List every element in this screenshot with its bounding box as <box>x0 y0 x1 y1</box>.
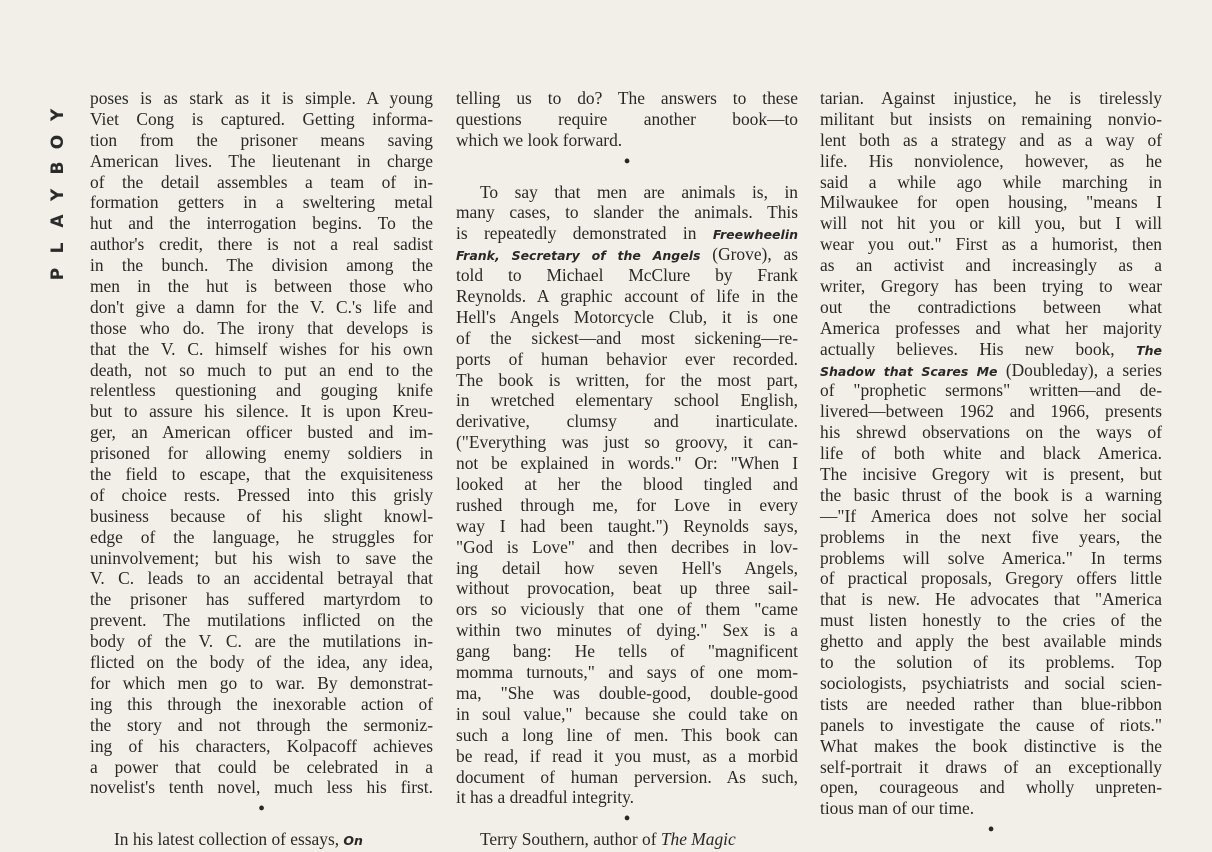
text-segment: The book is written, for the most part, <box>456 369 798 390</box>
running-head-letter: P <box>48 267 68 281</box>
text-line <box>820 527 1162 548</box>
text-segment: poses is as stark as it is simple. A young <box>90 88 433 108</box>
text-segment: rushed through me, for Love in every <box>456 494 798 515</box>
text-line <box>456 725 798 746</box>
text-line <box>456 130 798 151</box>
text-segment: said a while ago while marching in <box>820 171 1162 192</box>
text-line <box>820 192 1162 213</box>
text-segment: edge of the language, he struggles for <box>90 526 433 547</box>
text-line <box>820 631 1162 652</box>
text-line <box>820 88 1162 109</box>
text-line <box>90 255 433 276</box>
text-line <box>456 746 798 767</box>
text-line <box>90 673 433 694</box>
text-line <box>90 631 433 652</box>
column-3 <box>820 88 1162 840</box>
text-line <box>456 265 798 286</box>
text-line <box>820 318 1162 339</box>
text-segment: questions require another book—to <box>456 108 798 129</box>
text-line <box>820 276 1162 297</box>
text-segment: that is new. He advocates that "America <box>820 589 1162 610</box>
text-segment: the field to escape, that the exquisiteness <box>90 464 433 485</box>
text-segment: ger, an American officer busted and im- <box>90 422 433 443</box>
text-segment: without provocation, beat up three sail- <box>456 578 798 599</box>
text-segment: which we look forward. <box>456 129 623 150</box>
text-line <box>456 662 798 683</box>
text-segment: open, courageous and wholly unpreten- <box>820 777 1162 798</box>
text-line <box>456 558 798 579</box>
text-segment: prevent. The mutilations inflicted on the <box>90 610 433 631</box>
text-line <box>456 829 798 850</box>
text-segment: —"If America does not solve her social <box>820 505 1162 526</box>
text-segment: the story and not through the sermoniz- <box>90 714 433 735</box>
running-head-letter: Y <box>48 188 68 201</box>
text-line <box>90 109 433 130</box>
text-line <box>90 297 433 318</box>
text-line <box>456 578 798 599</box>
text-segment: "God is Love" and then decribes in lov- <box>456 536 798 557</box>
text-segment: tious man of our time. <box>820 798 975 819</box>
text-segment: death, not so much to put an end to the <box>90 359 433 380</box>
text-segment: sociologists, psychiatrists and social scien- <box>820 672 1162 693</box>
text-segment: Hell's Angels Motorcycle Club, it is one <box>456 306 798 327</box>
text-line <box>90 318 433 339</box>
text-segment: militant but insists on remaining nonvio- <box>820 108 1162 129</box>
text-segment: hut and the interrogation begins. To the <box>90 213 433 234</box>
text-line <box>820 777 1162 798</box>
text-segment: document of human perversion. As such, <box>456 766 798 787</box>
playboy-running-head <box>40 78 76 281</box>
text-line <box>456 109 798 130</box>
text-line <box>820 652 1162 673</box>
column-2 <box>456 88 798 850</box>
text-line <box>90 339 433 360</box>
text-segment: in soul value," because she could take on <box>456 703 798 724</box>
text-line <box>456 704 798 725</box>
text-line <box>90 694 433 715</box>
text-line <box>90 172 433 193</box>
text-line <box>820 568 1162 589</box>
text-segment: derivative, clumsy and inarticulate. <box>456 411 798 432</box>
text-line <box>456 683 798 704</box>
text-line <box>90 568 433 589</box>
text-line <box>456 88 798 109</box>
text-segment: for which men go to war. By demonstrat- <box>90 672 433 693</box>
text-line <box>820 109 1162 130</box>
text-line <box>90 548 433 569</box>
text-segment: told to Michael McClure by Frank <box>456 265 798 286</box>
text-segment: ing of his characters, Kolpacoff achieves <box>90 735 433 756</box>
text-segment: V. C. leads to an accidental betrayal that <box>90 568 433 589</box>
text-line <box>820 234 1162 255</box>
text-line <box>456 767 798 788</box>
text-segment: ing this through the inexorable action of <box>90 693 433 714</box>
text-line <box>820 360 1162 381</box>
text-line <box>820 213 1162 234</box>
text-line <box>820 548 1162 569</box>
text-segment: but to assure his silence. It is upon Kreu- <box>90 401 433 422</box>
paragraph-gap <box>90 819 433 829</box>
text-line <box>456 516 798 537</box>
text-line <box>820 589 1162 610</box>
text-line <box>820 151 1162 172</box>
text-line <box>456 223 798 244</box>
text-segment: tists are needed rather than blue-ribbon <box>820 693 1162 714</box>
text-line <box>90 401 433 422</box>
text-segment: writer, Gregory has been trying to wear <box>820 276 1162 297</box>
text-line <box>456 411 798 432</box>
text-segment: his shrewd observations on the ways of <box>820 422 1162 443</box>
text-segment: self-portrait it draws of an exceptionally <box>820 756 1162 777</box>
text-segment: of "prophetic sermons" written—and de- <box>820 380 1162 401</box>
text-line <box>90 610 433 631</box>
text-line <box>820 130 1162 151</box>
section-separator-bullet: • <box>623 808 631 829</box>
text-segment: The incisive Gregory wit is present, but <box>820 464 1162 485</box>
text-segment: What makes the book distinctive is the <box>820 735 1162 756</box>
text-segment: author's credit, there is not a real sadist <box>90 234 433 255</box>
running-head-letter: A <box>48 214 68 228</box>
text-segment: of practical proposals, Gregory offers little <box>820 568 1162 589</box>
text-line <box>90 151 433 172</box>
text-line <box>90 715 433 736</box>
text-segment: that the V. C. himself wishes for his own <box>90 338 433 359</box>
text-segment: livered—between 1962 and 1966, presents <box>820 401 1162 422</box>
text-line <box>820 610 1162 631</box>
text-segment: looked at her the blood tingled and <box>456 474 798 495</box>
text-segment: lent both as a strategy and as a way of <box>820 129 1162 150</box>
text-segment: prisoned for allowing enemy soldiers in <box>90 443 433 464</box>
text-segment: to the solution of its problems. Top <box>820 652 1162 673</box>
book-title: Frank, Secretary of the Angels <box>456 248 701 264</box>
text-segment: ("Everything was just so groovy, it can- <box>456 432 798 453</box>
text-segment: problems in the next five years, the <box>820 526 1162 547</box>
text-segment: must listen honestly to the cries of the <box>820 610 1162 631</box>
text-segment: tion from the prisoner means saving <box>90 129 433 150</box>
text-line <box>456 599 798 620</box>
text-segment: in wretched elementary school English, <box>456 390 798 411</box>
text-segment: formation getters in a sweltering metal <box>90 192 433 213</box>
text-segment: many cases, to slander the animals. This <box>456 202 798 223</box>
text-line <box>90 777 433 798</box>
text-segment: Milwaukee for open housing, "means I <box>820 192 1162 213</box>
text-segment: (Doubleday), a series <box>997 359 1163 380</box>
text-line <box>456 787 798 808</box>
text-segment: telling us to do? The answers to these <box>456 88 798 108</box>
text-line <box>456 453 798 474</box>
text-segment: problems will solve America." In terms <box>820 547 1162 568</box>
text-line <box>820 506 1162 527</box>
text-line <box>820 255 1162 276</box>
text-line <box>90 360 433 381</box>
text-segment: panels to investigate the cause of riots." <box>820 714 1162 735</box>
text-segment: the prisoner has suffered martyrdom to <box>90 589 433 610</box>
text-segment: in the bunch. The division among the <box>90 255 433 276</box>
text-segment: flicted on the body of the idea, any idea, <box>90 652 433 673</box>
text-segment: within two minutes of dying." Sex is a <box>456 620 798 641</box>
text-line <box>820 339 1162 360</box>
book-title: Shadow that Scares Me <box>820 363 998 379</box>
book-title: On <box>343 833 363 849</box>
text-segment: way I had been taught.") Reynolds says, <box>456 515 798 536</box>
text-segment: In his latest collection of essays, <box>114 829 340 850</box>
running-head-letter: O <box>48 134 68 149</box>
text-line <box>820 401 1162 422</box>
column-1 <box>90 88 433 850</box>
text-segment: body of the V. C. are the mutilations in- <box>90 631 433 652</box>
text-line <box>90 527 433 548</box>
text-line <box>90 829 433 850</box>
text-segment: novelist's tenth novel, much less his first. <box>90 777 433 798</box>
running-head-letter: L <box>48 242 68 253</box>
text-segment: a power that could be celebrated in a <box>90 756 433 777</box>
text-line <box>456 620 798 641</box>
text-segment: ors so viciously that one of them "came <box>456 599 798 620</box>
text-segment: ports of human behavior ever recorded. <box>456 348 798 369</box>
text-line <box>820 443 1162 464</box>
text-line <box>90 589 433 610</box>
text-line <box>90 443 433 464</box>
text-line <box>90 88 433 109</box>
text-line <box>820 464 1162 485</box>
text-segment: is repeatedly demonstrated in <box>456 223 697 244</box>
text-line <box>456 370 798 391</box>
book-title: The <box>1136 342 1162 358</box>
text-line <box>456 432 798 453</box>
section-separator-bullet: • <box>623 150 631 171</box>
text-segment: American lives. The lieutenant in charge <box>90 150 433 171</box>
text-segment: life. His nonviolence, however, as he <box>820 150 1162 171</box>
text-segment: men in the hut is between those who <box>90 276 433 297</box>
text-segment: tarian. Against injustice, he is tirelessly <box>820 88 1162 108</box>
text-segment: relentless questioning and gouging knife <box>90 380 433 401</box>
text-segment: Reynolds. A graphic account of life in the <box>456 286 798 307</box>
text-segment: of the detail assembles a team of in- <box>90 171 433 192</box>
text-segment: out the contradictions between what <box>820 296 1162 317</box>
text-segment: Terry Southern, author of <box>480 829 657 850</box>
text-line <box>90 736 433 757</box>
text-line <box>90 485 433 506</box>
text-segment: actually believes. His new book, <box>820 338 1115 359</box>
text-line <box>90 652 433 673</box>
text-segment: life of both white and black America. <box>820 443 1162 464</box>
text-segment: business because of his slight knowl- <box>90 505 433 526</box>
text-segment: not be explained in words." Or: "When I <box>456 453 798 474</box>
text-line <box>90 380 433 401</box>
text-line <box>90 192 433 213</box>
text-line <box>456 307 798 328</box>
text-line <box>456 286 798 307</box>
text-segment: To say that men are animals is, in <box>480 181 798 202</box>
text-line <box>456 474 798 495</box>
text-line <box>456 202 798 223</box>
text-segment: it has a dreadful integrity. <box>456 787 635 808</box>
text-segment: gang bang: He tells of "magnificent <box>456 641 798 662</box>
text-line <box>820 694 1162 715</box>
text-line <box>90 464 433 485</box>
text-line <box>820 673 1162 694</box>
text-line <box>820 422 1162 443</box>
text-segment: will not hit you or kill you, but I will <box>820 213 1162 234</box>
text-segment: Viet Cong is captured. Getting informa- <box>90 108 433 129</box>
text-segment: wear you out." First as a humorist, then <box>820 234 1162 255</box>
text-line <box>456 244 798 265</box>
text-line <box>456 495 798 516</box>
running-head-letter: B <box>48 161 68 175</box>
text-segment: uninvolvement; but his wish to save the <box>90 547 433 568</box>
text-line <box>820 297 1162 318</box>
text-line <box>456 182 798 203</box>
section-separator-bullet: • <box>987 819 995 840</box>
text-segment: ghetto and apply the best available minds <box>820 631 1162 652</box>
text-line <box>90 213 433 234</box>
text-line <box>456 349 798 370</box>
text-line <box>90 234 433 255</box>
book-title: Freewheelin <box>712 227 798 243</box>
section-separator-bullet: • <box>258 798 265 819</box>
text-segment: of choice rests. Pressed into this grisly <box>90 484 433 505</box>
text-line <box>90 757 433 778</box>
text-line <box>820 736 1162 757</box>
text-line <box>820 172 1162 193</box>
text-segment: such a long line of men. This book can <box>456 724 798 745</box>
text-line <box>456 328 798 349</box>
text-line <box>456 537 798 558</box>
paragraph-gap <box>456 172 798 182</box>
text-segment: be read, if read it you must, as a morbid <box>456 745 798 766</box>
text-segment: don't give a damn for the V. C.'s life and <box>90 296 433 317</box>
text-segment: ma, "She was double-good, double-good <box>456 682 798 703</box>
text-line <box>820 380 1162 401</box>
text-line <box>456 390 798 411</box>
text-line <box>820 715 1162 736</box>
text-segment: ing detail how seven Hell's Angels, <box>456 557 798 578</box>
running-head-letter: Y <box>48 108 68 122</box>
text-segment: of the sickest—and most sickening—re- <box>456 327 798 348</box>
book-title: The Magic <box>660 829 736 850</box>
text-segment: as an activist and increasingly as a <box>820 255 1162 276</box>
text-segment: (Grove), as <box>700 244 798 265</box>
text-segment: those who do. The irony that develops is <box>90 317 433 338</box>
text-line <box>820 798 1162 819</box>
text-line <box>820 485 1162 506</box>
text-line <box>456 641 798 662</box>
text-line <box>90 422 433 443</box>
text-segment: the basic thrust of the book is a warning <box>820 484 1162 505</box>
text-line <box>90 276 433 297</box>
text-line <box>820 757 1162 778</box>
text-segment: America professes and what her majority <box>820 317 1162 338</box>
text-segment: momma turnouts," and says of one mom- <box>456 662 798 683</box>
text-line <box>90 130 433 151</box>
text-line <box>90 506 433 527</box>
